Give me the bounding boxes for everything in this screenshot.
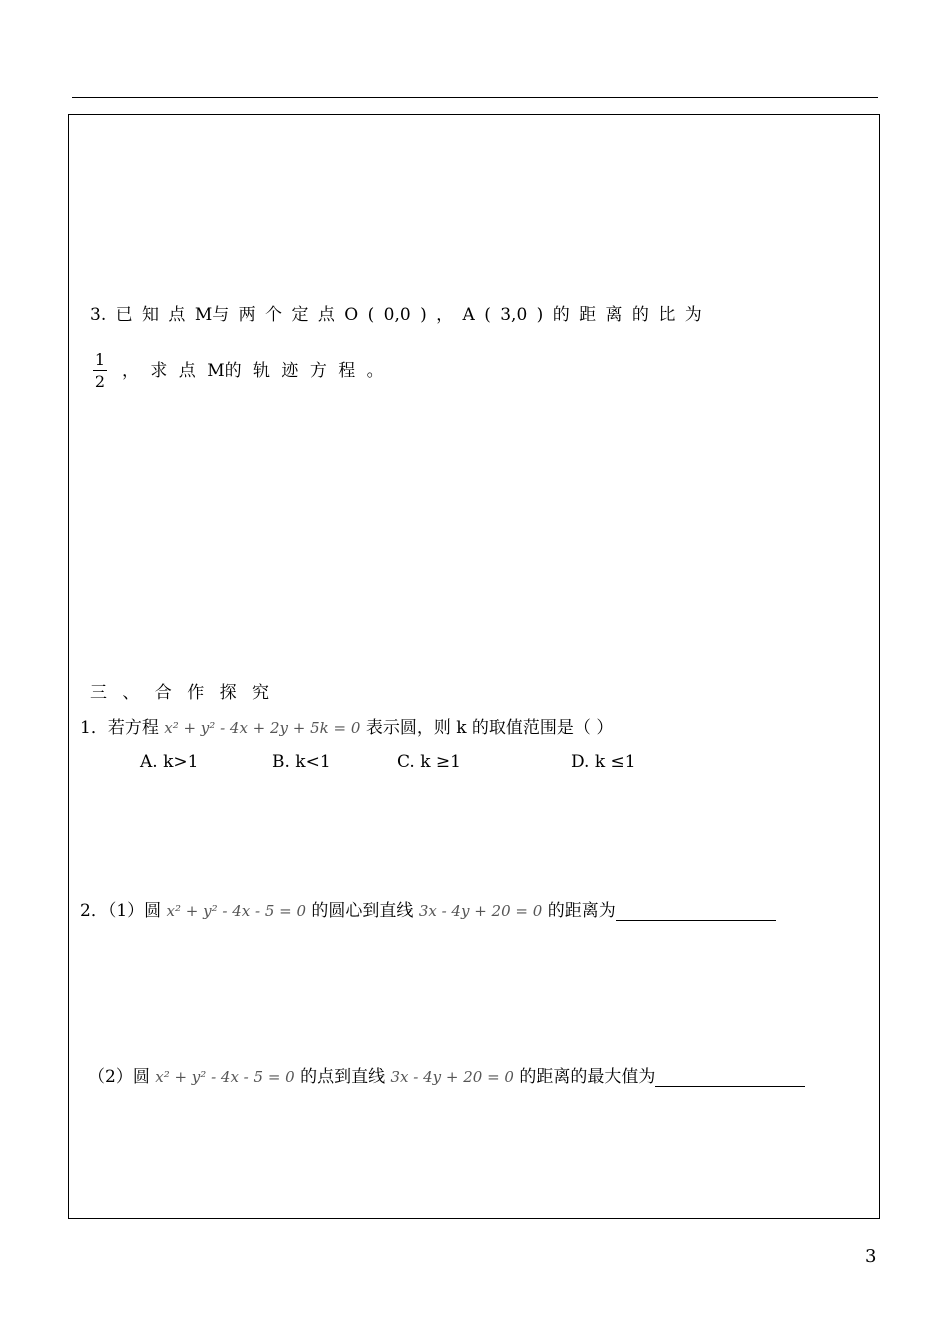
header-rule: [72, 97, 878, 98]
problem-3-line-2: [122, 361, 384, 381]
question-2-2-mid: 的点到直线: [300, 1067, 386, 1087]
question-1-option-a: [140, 752, 198, 772]
worksheet-frame: [68, 114, 880, 1219]
question-2-part-2: [88, 1067, 805, 1087]
question-2-2-prefix: （2）圆: [88, 1067, 150, 1087]
question-2-1-suffix: 的距离为: [547, 901, 616, 921]
question-2-1-mid: 的圆心到直线: [311, 901, 414, 921]
option-d-text: D. k ≤1: [571, 752, 636, 772]
problem-3-text: 3. 已 知 点 M与 两 个 定 点 O ( 0,0 ) ， A ( 3,0 ) 的 距 离 的 比 为: [90, 305, 702, 325]
problem-3-line-1: [90, 305, 702, 325]
question-2-1-prefix: 2．（1）圆: [80, 901, 162, 921]
question-1-option-c: [397, 752, 461, 772]
section-heading-text: 三 、 合 作 探 究: [90, 683, 270, 703]
question-1-option-d: [571, 752, 636, 772]
question-2-2-suffix: 的距离的最大值为: [519, 1067, 656, 1087]
question-2-1-circle-equation: x² + y² - 4x - 5 = 0: [166, 902, 307, 920]
answer-blank-2-2[interactable]: [655, 1068, 805, 1087]
fraction-bar: [93, 370, 107, 371]
fraction-one-half: [93, 350, 107, 391]
question-2-2-circle-equation: x² + y² - 4x - 5 = 0: [155, 1068, 295, 1086]
question-2-part-1: [80, 901, 776, 921]
answer-blank-2-1[interactable]: [616, 902, 776, 921]
fraction-denominator: 2: [94, 372, 106, 391]
section-heading: [90, 683, 269, 703]
problem-3-continuation: ， 求 点 M的 轨 迹 方 程 。: [122, 361, 384, 381]
page-number: 3: [865, 1246, 877, 1267]
fraction-numerator: 1: [94, 350, 106, 369]
question-1-suffix: 表示圆，则 k 的取值范围是（ ）: [365, 718, 614, 738]
question-1: [80, 718, 613, 738]
question-1-option-b: [272, 752, 331, 772]
question-2-1-line-equation: 3x - 4y + 20 = 0: [418, 902, 543, 920]
option-c-text: C. k ≥1: [397, 752, 461, 772]
option-b-text: B. k<1: [272, 752, 331, 772]
question-2-2-line-equation: 3x - 4y + 20 = 0: [390, 1068, 514, 1086]
question-1-equation: x² + y² - 4x + 2y + 5k = 0: [164, 719, 361, 737]
option-a-text: A. k>1: [140, 752, 199, 772]
question-1-prefix: 1．若方程: [80, 718, 159, 738]
